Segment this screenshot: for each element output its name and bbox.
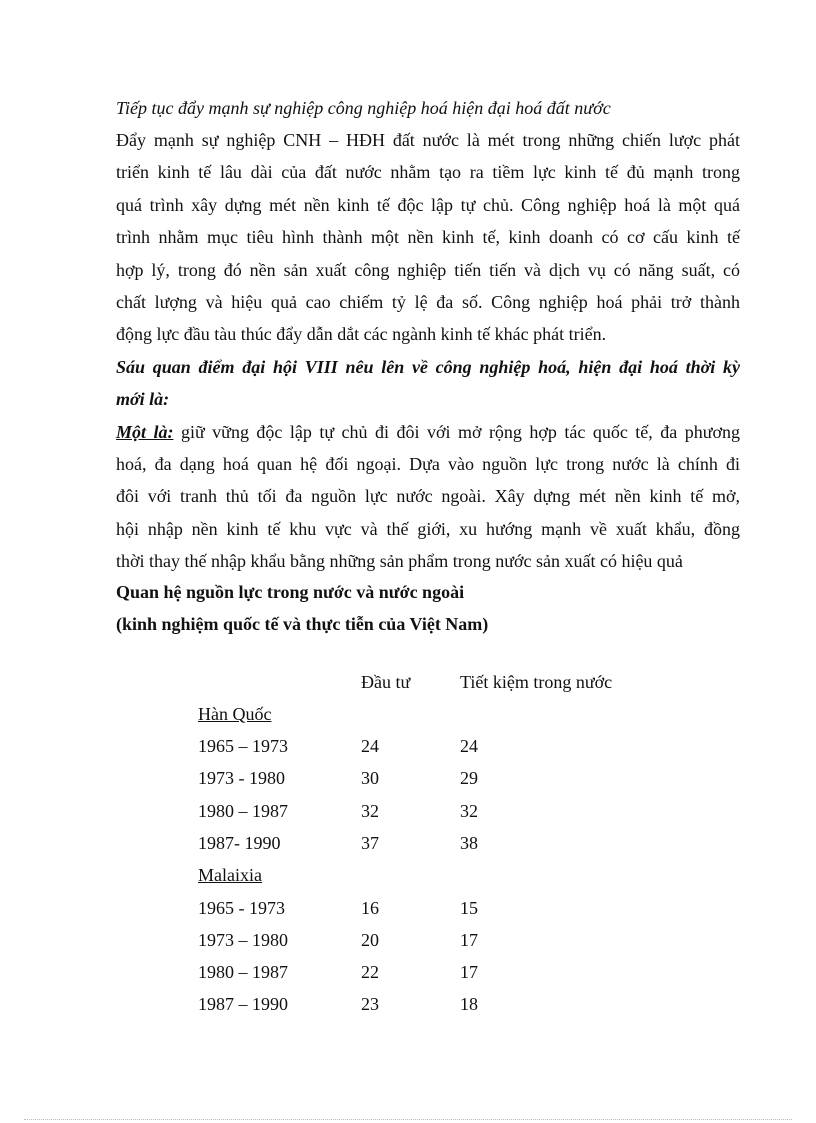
investment-cell: 22 — [361, 962, 379, 982]
paragraph-line: trình nhằm mục tiêu hình thành một nền kinh tế, kinh doanh có cơ cấu kinh tế — [116, 227, 740, 247]
investment-cell: 20 — [361, 930, 379, 950]
column-header-investment: Đầu tư — [361, 672, 411, 692]
savings-cell: 29 — [460, 768, 478, 788]
table-title: Quan hệ nguồn lực trong nước và nước ngoài — [116, 582, 465, 602]
savings-cell: 32 — [460, 801, 478, 821]
paragraph-line: quá trình xây dựng mét nền kinh tế độc lập tự chủ. Công nghiệp hoá là một quá — [116, 195, 740, 215]
country-label-korea: Hàn Quốc — [198, 704, 272, 724]
country-label-malaysia: Malaixia — [198, 865, 262, 885]
investment-cell: 24 — [361, 736, 379, 756]
period-cell: 1973 – 1980 — [198, 930, 288, 950]
paragraph-line: hoá, đa dạng hoá quan hệ đối ngoại. Dựa vào nguồn lực trong nước là chính đi — [116, 454, 740, 474]
page-bottom-divider — [24, 1119, 792, 1120]
period-cell: 1987 – 1990 — [198, 994, 288, 1014]
paragraph-line: hợp lý, trong đó nền sản xuất công nghiệp tiến tiến và dịch vụ có năng suất, có — [116, 260, 740, 280]
paragraph-line: chất lượng và hiệu quả cao chiếm tỷ lệ đa số. Công nghiệp hoá phải trở thành — [116, 292, 740, 312]
period-cell: 1980 – 1987 — [198, 801, 288, 821]
point-one-first-line — [116, 421, 740, 443]
savings-cell: 24 — [460, 736, 478, 756]
paragraph-line: thời thay thế nhập khẩu bằng những sản phẩm trong nước sản xuất có hiệu quả — [116, 551, 683, 571]
period-cell: 1965 – 1973 — [198, 736, 288, 756]
savings-cell: 15 — [460, 898, 478, 918]
viewpoints-heading: mới là: — [116, 389, 170, 409]
investment-cell: 16 — [361, 898, 379, 918]
investment-cell: 23 — [361, 994, 379, 1014]
table-subtitle: (kinh nghiệm quốc tế và thực tiễn của Việt Nam) — [116, 614, 489, 634]
investment-cell: 37 — [361, 833, 379, 853]
section-heading: Tiếp tục đẩy mạnh sự nghiệp công nghiệp hoá hiện đại hoá đất nước — [116, 98, 611, 118]
paragraph-line: đôi với tranh thủ tối đa nguồn lực nước ngoài. Xây dựng mét nền kinh tế mở, — [116, 486, 740, 506]
period-cell: 1965 - 1973 — [198, 898, 285, 918]
paragraph-line: hội nhập nền kinh tế khu vực và thế giới, xu hướng mạnh về xuất khẩu, đồng — [116, 519, 740, 539]
period-cell: 1973 - 1980 — [198, 768, 285, 788]
savings-cell: 17 — [460, 930, 478, 950]
savings-cell: 18 — [460, 994, 478, 1014]
paragraph-line: động lực đầu tàu thúc đẩy dẫn dắt các ngành kinh tế khác phát triển. — [116, 324, 607, 344]
paragraph-line: triển kinh tế lâu dài của đất nước nhằm tạo ra tiềm lực kinh tế đủ mạnh trong — [116, 162, 740, 182]
period-cell: 1980 – 1987 — [198, 962, 288, 982]
savings-cell: 38 — [460, 833, 478, 853]
savings-cell: 17 — [460, 962, 478, 982]
point-one-label: Một là: — [116, 422, 174, 442]
investment-cell: 32 — [361, 801, 379, 821]
investment-cell: 30 — [361, 768, 379, 788]
column-header-savings: Tiết kiệm trong nước — [460, 672, 613, 692]
point-one-text: giữ vững độc lập tự chủ đi đôi với mở rộng hợp tác quốc tế, đa phương — [173, 422, 740, 442]
viewpoints-heading: Sáu quan điểm đại hội VIII nêu lên về công nghiệp hoá, hiện đại hoá thời kỳ — [116, 357, 740, 377]
paragraph-line: Đẩy mạnh sự nghiệp CNH – HĐH đất nước là mét trong những chiến lược phát — [116, 130, 740, 150]
period-cell: 1987- 1990 — [198, 833, 281, 853]
